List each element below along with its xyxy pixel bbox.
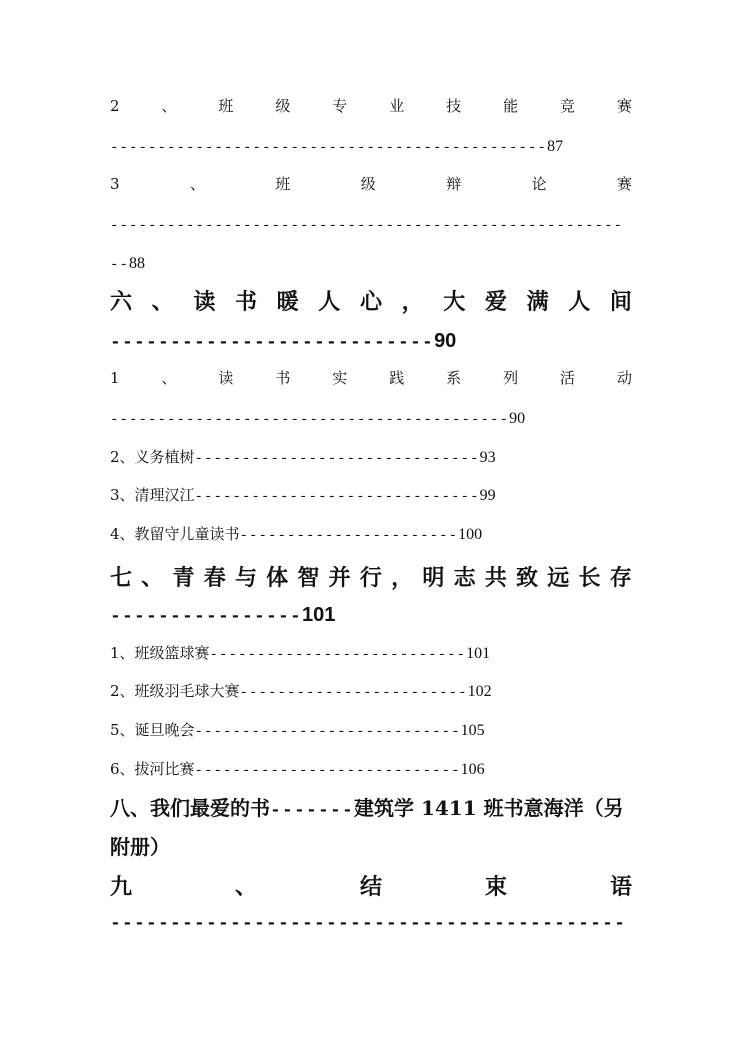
char: 间: [609, 289, 632, 315]
char: 、: [234, 874, 257, 900]
char: 七: [110, 565, 133, 591]
page-number: 90: [434, 330, 457, 352]
char: 1: [110, 369, 120, 387]
leader-dashes: -------: [270, 801, 355, 821]
entry-title: 6、拔河比赛: [110, 760, 195, 778]
char: 业: [389, 97, 405, 115]
char: 2: [110, 97, 120, 115]
entry-title: 2、义务植树: [110, 448, 195, 466]
char: 与: [234, 565, 257, 591]
leader-dashes: ---------------------------: [209, 647, 467, 663]
char: 存: [609, 565, 632, 591]
leader-dashes: ------------------------------------------: [110, 412, 510, 428]
entry-title: 5、诞旦晚会: [110, 721, 195, 739]
char: 、: [141, 565, 164, 591]
char: 活: [560, 369, 576, 387]
page-number: 102: [467, 683, 492, 700]
entry-title: 4、教留守儿童读书: [110, 525, 240, 543]
char: 行: [359, 565, 382, 591]
char: 致: [516, 565, 539, 591]
leader-dashes: ------------------------------------------------------: [110, 218, 624, 234]
char: 班: [275, 175, 291, 193]
char: 技: [446, 97, 462, 115]
toc-leader: [110, 915, 626, 933]
char: 读: [193, 289, 216, 315]
char: 满: [526, 289, 549, 315]
toc-leader: [110, 138, 563, 155]
toc-entry-badminton[interactable]: [110, 684, 492, 700]
char: 辩: [446, 175, 462, 193]
page-number: 99: [479, 487, 496, 504]
page-number: 101: [302, 604, 336, 626]
char: 能: [503, 97, 519, 115]
char: 长: [578, 565, 601, 591]
toc-entry-river-cleanup[interactable]: [110, 488, 496, 504]
entry-title: 3、清理汉江: [110, 486, 195, 504]
page-number: 100: [458, 526, 483, 543]
char: 实: [332, 369, 348, 387]
toc-leader: [110, 216, 623, 233]
page-number: 87: [547, 138, 564, 155]
char: 并: [328, 565, 351, 591]
char: 级: [275, 97, 291, 115]
char: 体: [266, 565, 289, 591]
char: 动: [616, 369, 632, 387]
char: 、: [189, 175, 205, 193]
char: 志: [453, 565, 476, 591]
section-subtitle-cont: 附册）: [110, 835, 170, 859]
char: 春: [203, 565, 226, 591]
char: 级: [360, 175, 376, 193]
page-number: 105: [460, 722, 485, 739]
page-number: 106: [460, 761, 485, 778]
toc-section-6[interactable]: [110, 291, 632, 313]
char: 人: [568, 289, 591, 315]
leader-dashes: -----------------------: [239, 528, 459, 544]
leader-dashes: ----------------------------: [194, 724, 461, 740]
char: 班: [218, 97, 234, 115]
char: 专: [332, 97, 348, 115]
toc-section-8-cont: [110, 837, 170, 857]
char: 九: [110, 874, 133, 900]
page-number: 88: [129, 255, 146, 272]
toc-entry-teaching-children[interactable]: [110, 527, 482, 543]
char: 赛: [616, 175, 632, 193]
char: 读: [218, 369, 234, 387]
char: 践: [389, 369, 405, 387]
char: 大: [443, 289, 466, 315]
char: 爱: [484, 289, 507, 315]
toc-section-9[interactable]: [110, 876, 632, 898]
char: 心: [359, 289, 382, 315]
toc-leader: [110, 605, 335, 626]
char: 语: [609, 874, 632, 900]
toc-entry-basketball[interactable]: [110, 646, 490, 662]
char: 人: [318, 289, 341, 315]
char: 书: [275, 369, 291, 387]
leader-dashes: ----------------------------: [194, 763, 461, 779]
char: 六: [110, 289, 133, 315]
char: 、: [161, 97, 177, 115]
leader-dashes: -------------------------------------------: [110, 914, 627, 934]
char: 结: [359, 874, 382, 900]
char: 共: [484, 565, 507, 591]
char: ，: [391, 565, 414, 591]
char: 竞: [560, 97, 576, 115]
toc-leader: [110, 410, 525, 427]
toc-entry-tug-of-war[interactable]: [110, 762, 485, 778]
toc-entry-christmas-party[interactable]: [110, 723, 485, 739]
char: 论: [531, 175, 547, 193]
char: 束: [484, 874, 507, 900]
char: 暖: [276, 289, 299, 315]
page-number: 93: [479, 449, 496, 466]
char: 系: [446, 369, 462, 387]
char: 赛: [616, 97, 632, 115]
section-title: 八、我们最爱的书: [110, 796, 270, 820]
char: ，: [401, 289, 424, 315]
char: 远: [547, 565, 570, 591]
entry-title: 2、班级羽毛球大赛: [110, 682, 240, 700]
leader-dashes: ------------------------------: [194, 489, 480, 505]
toc-entry-tree-planting[interactable]: [110, 450, 496, 466]
leader-dashes: --: [110, 257, 130, 273]
char: 列: [503, 369, 519, 387]
char: 、: [151, 289, 174, 315]
leader-dashes: ------------------------: [239, 685, 468, 701]
char: 书: [234, 289, 257, 315]
toc-entry-debate[interactable]: [110, 177, 632, 192]
char: 智: [297, 565, 320, 591]
char: 青: [172, 565, 195, 591]
toc-entry-reading[interactable]: [110, 371, 632, 386]
entry-title: 1、班级篮球赛: [110, 644, 210, 662]
toc-section-7[interactable]: [110, 567, 632, 589]
leader-dashes: ------------------------------: [194, 451, 480, 467]
toc-section-8[interactable]: [110, 798, 624, 820]
toc-leader: [110, 331, 456, 352]
leader-dashes: ---------------------------: [110, 333, 435, 353]
char: 明: [422, 565, 445, 591]
page-number: 90: [509, 410, 526, 427]
char: 3: [110, 175, 120, 193]
leader-dashes: ----------------: [110, 607, 303, 627]
leader-dashes: ----------------------------------------------: [110, 140, 548, 156]
section-subtitle: 建筑学 1411 班书意海洋（另: [354, 796, 624, 820]
char: 、: [161, 369, 177, 387]
page-number: 101: [466, 645, 491, 662]
toc-leader: [110, 255, 145, 272]
toc-entry-skill-contest[interactable]: [110, 99, 632, 114]
